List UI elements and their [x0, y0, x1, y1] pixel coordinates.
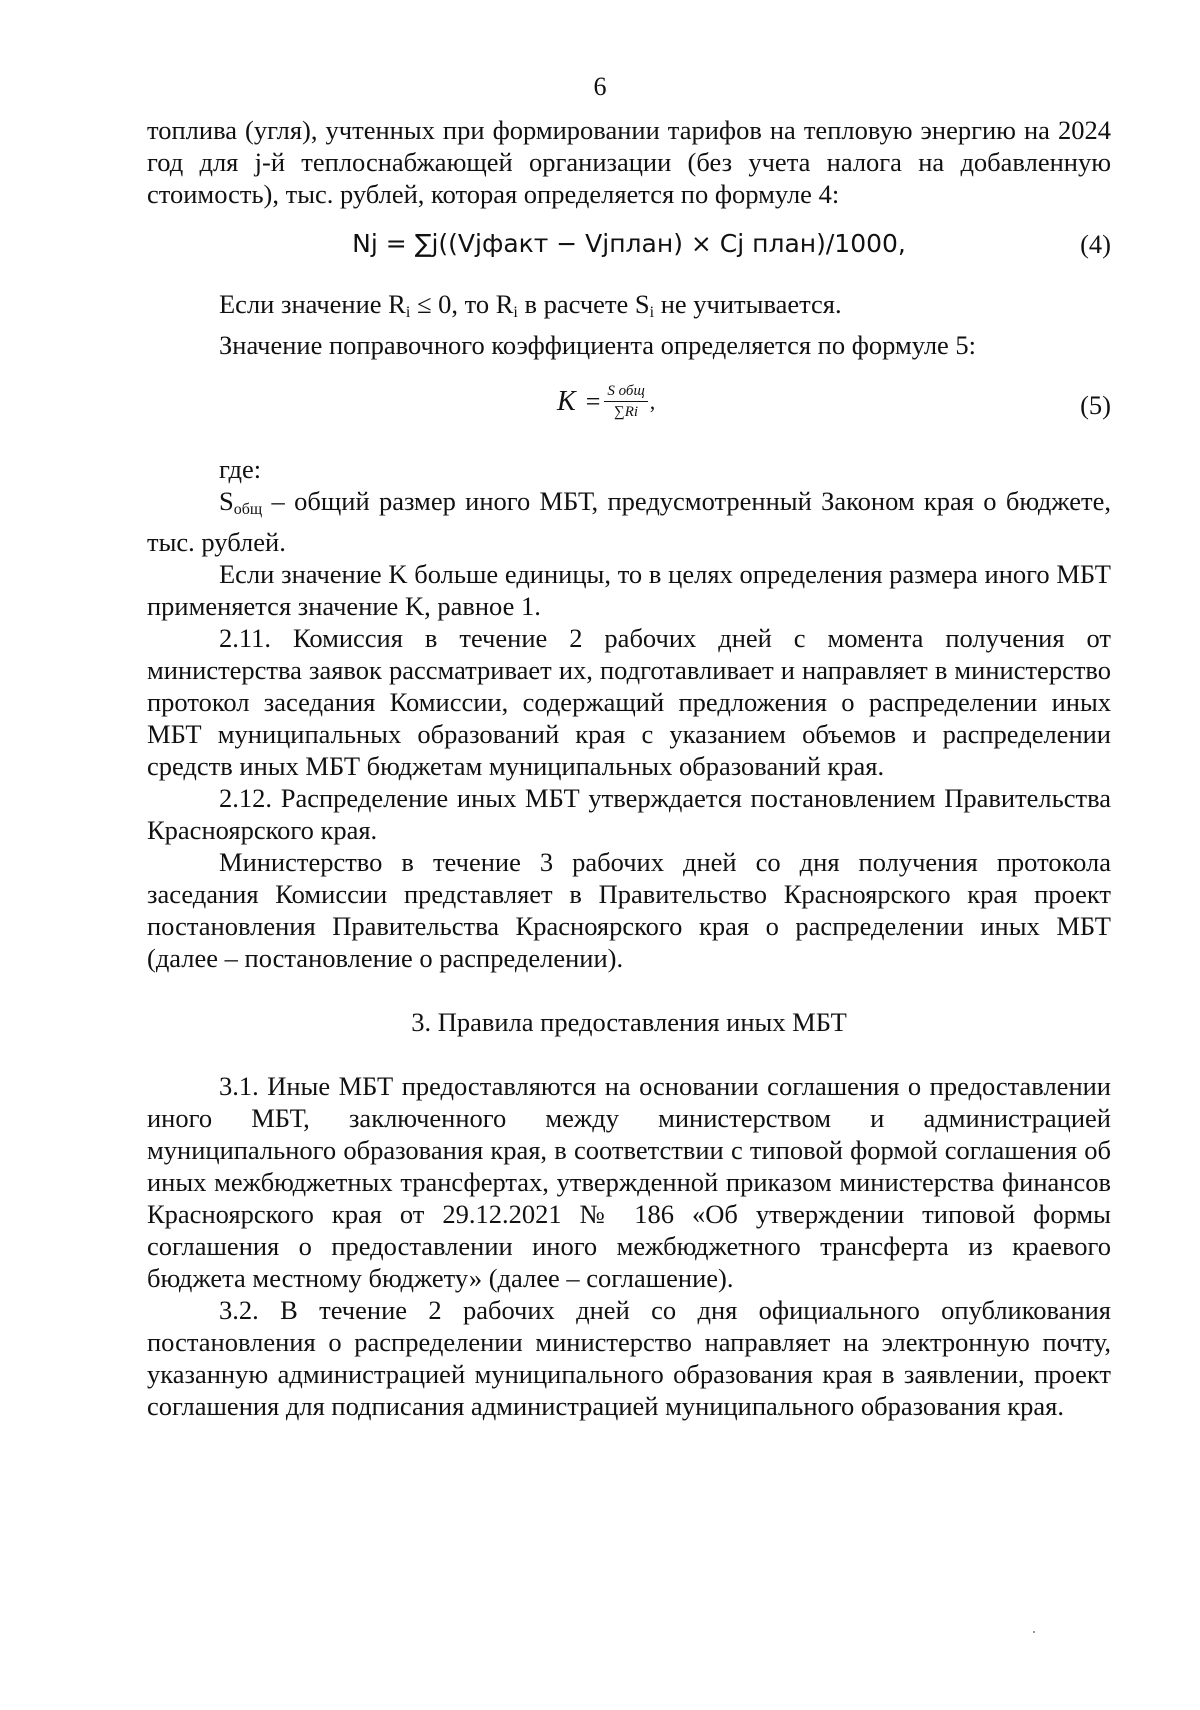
paragraph-3-2: 3.2. В течение 2 рабочих дней со дня официального опубликования постановления о распределении министерство направляет на электронную почту, указанную администрацией муниципального образования края в заявлении, проект соглашения для подписания администрацией муниципального образования края.: [147, 1295, 1111, 1421]
formula-4: [147, 228, 1111, 270]
formula-5-comma: ,: [649, 388, 656, 414]
formula-5-fraction: [604, 381, 647, 422]
section-3-heading: 3. Правила предоставления иных МБТ: [411, 1007, 847, 1037]
formula-5-numerator: S общ: [604, 381, 647, 402]
formula-4-expression: Nj = ∑j((Vjфакт − Vjплан) × Cj план)/1000,: [352, 229, 906, 258]
formula-5-denominator: ∑Ri: [614, 404, 639, 420]
formula-4-number: (4): [1080, 229, 1111, 259]
paragraph-ministry-protocol: Министерство в течение 3 рабочих дней со дня получения протокола заседания Комиссии представляет в Правительство Красноярского края проект постановления Правительства Красноярского края о распределении иных МБТ (далее – постановление о распределении).: [147, 847, 1111, 973]
condition-r-paragraph: Если значение $R_i \le 0$, то $R_i$ в расчете $S_i$ не учитывается.: [219, 289, 842, 321]
formula-5-number: (5): [1080, 390, 1111, 420]
paragraph-3-1: 3.1. Иные МБТ предоставляются на основании соглашения о предоставлении иного МБТ, заключенного между министерством и администрацией муниципального образования края, в соответствии с типовой формой соглашения об иных межбюджетных трансфертах, утвержденной приказом министерства финансов Красноярского края от 29.12.2021 № 186 «Об утверждении типовой формы соглашения о предоставлении иного межбюджетного трансферта из краевого бюджета местному бюджету» (далее – соглашение).: [147, 1071, 1111, 1293]
formula-5-variable: K: [557, 385, 576, 417]
page-number: 6: [593, 72, 607, 101]
where-label: где:: [219, 454, 262, 484]
intro-paragraph: топлива (угля), учтенных при формировании тарифов на тепловую энергию на 2024 год для j-й теплоснабжающей организации (без учета налога на добавленную стоимость), тыс. рублей, которая определяется по формуле 4:: [147, 115, 1111, 209]
formula-5: [147, 373, 1111, 443]
document-body: [147, 114, 1111, 1422]
paragraph-2-12: 2.12. Распределение иных МБТ утверждается постановлением Правительства Красноярского края.: [147, 783, 1111, 845]
scan-speck: [1033, 1631, 1035, 1633]
s-total-paragraph: $S_{общ}$ – общий размер иного МБТ, предусмотренный Законом края о бюджете, тыс. рублей.: [147, 486, 1111, 557]
paragraph-2-11: 2.11. Комиссия в течение 2 рабочих дней с момента получения от министерства заявок рассматривает их, подготавливает и направляет в министерство протокол заседания Комиссии, содержащий предложения о распределении иных МБТ муниципальных образований края с указанием объемов и распределении средств иных МБТ бюджетам муниципальных образований края.: [147, 623, 1111, 781]
formula-5-equals: =: [585, 386, 601, 416]
coef-intro-paragraph: Значение поправочного коэффициента определяется по формуле 5:: [219, 330, 977, 360]
paragraph-k-limit: Если значение K больше единицы, то в целях определения размера иного МБТ применяется значение K, равное 1.: [147, 559, 1111, 621]
